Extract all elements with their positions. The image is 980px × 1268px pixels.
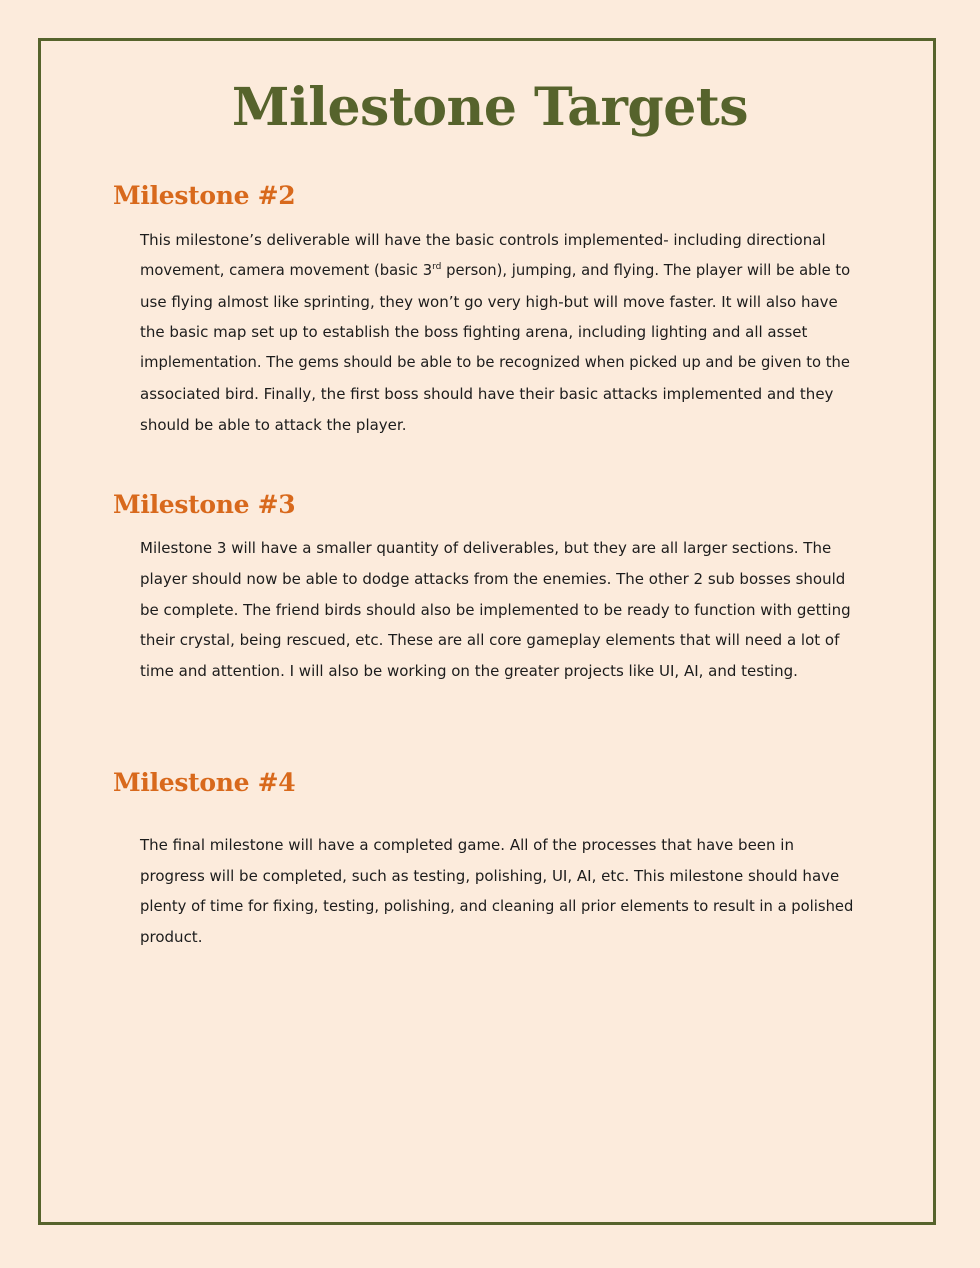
body-line: their crystal, being rescued, etc. These are all core gameplay elements that will need a lot of	[140, 631, 840, 650]
section-heading-milestone-2: Milestone #2	[113, 181, 296, 210]
body-line: The final milestone will have a completed game. All of the processes that have been in	[140, 836, 794, 854]
body-line: time and attention. I will also be working on the greater projects like UI, AI, and testing.	[140, 662, 798, 681]
section-body-milestone-4	[140, 830, 860, 953]
section-heading-milestone-3: Milestone #3	[113, 490, 296, 519]
body-line: should be able to attack the player.	[140, 415, 407, 434]
section-heading-milestone-4: Milestone #4	[113, 768, 296, 797]
body-line: associated bird. Finally, the first boss should have their basic attacks implemented and they	[140, 384, 834, 403]
section-body-milestone-2	[140, 225, 860, 441]
body-line: product.	[140, 928, 203, 947]
body-line: Milestone 3 will have a smaller quantity of deliverables, but they are all larger sections. The	[140, 539, 832, 557]
page-title: Milestone Targets	[231, 77, 749, 138]
section-body-milestone-3	[140, 533, 860, 687]
body-line: plenty of time for fixing, testing, polishing, and cleaning all prior elements to result in a polished	[140, 897, 854, 915]
body-line: This milestone’s deliverable will have the basic controls implemented- including directional	[140, 231, 826, 249]
body-line: use flying almost like sprinting, they won’t go very high-but will move faster. It will also have	[140, 292, 838, 311]
body-line-part: person), jumping, and flying. The player will be able to	[441, 261, 851, 279]
body-line: progress will be completed, such as testing, polishing, UI, AI, etc. This milestone should have	[140, 866, 840, 885]
body-line: implementation. The gems should be able to be recognized when picked up and be given to the	[140, 354, 850, 372]
ordinal-superscript: rd	[432, 261, 442, 272]
body-line-part: movement, camera movement (basic 3	[140, 261, 433, 279]
body-line: be complete. The friend birds should also be implemented to be ready to function with getting	[140, 600, 851, 619]
body-line: player should now be able to dodge attacks from the enemies. The other 2 sub bosses should	[140, 569, 846, 588]
body-line	[140, 256, 860, 287]
body-line: the basic map set up to establish the boss fighting arena, including lighting and all asset	[140, 323, 808, 342]
